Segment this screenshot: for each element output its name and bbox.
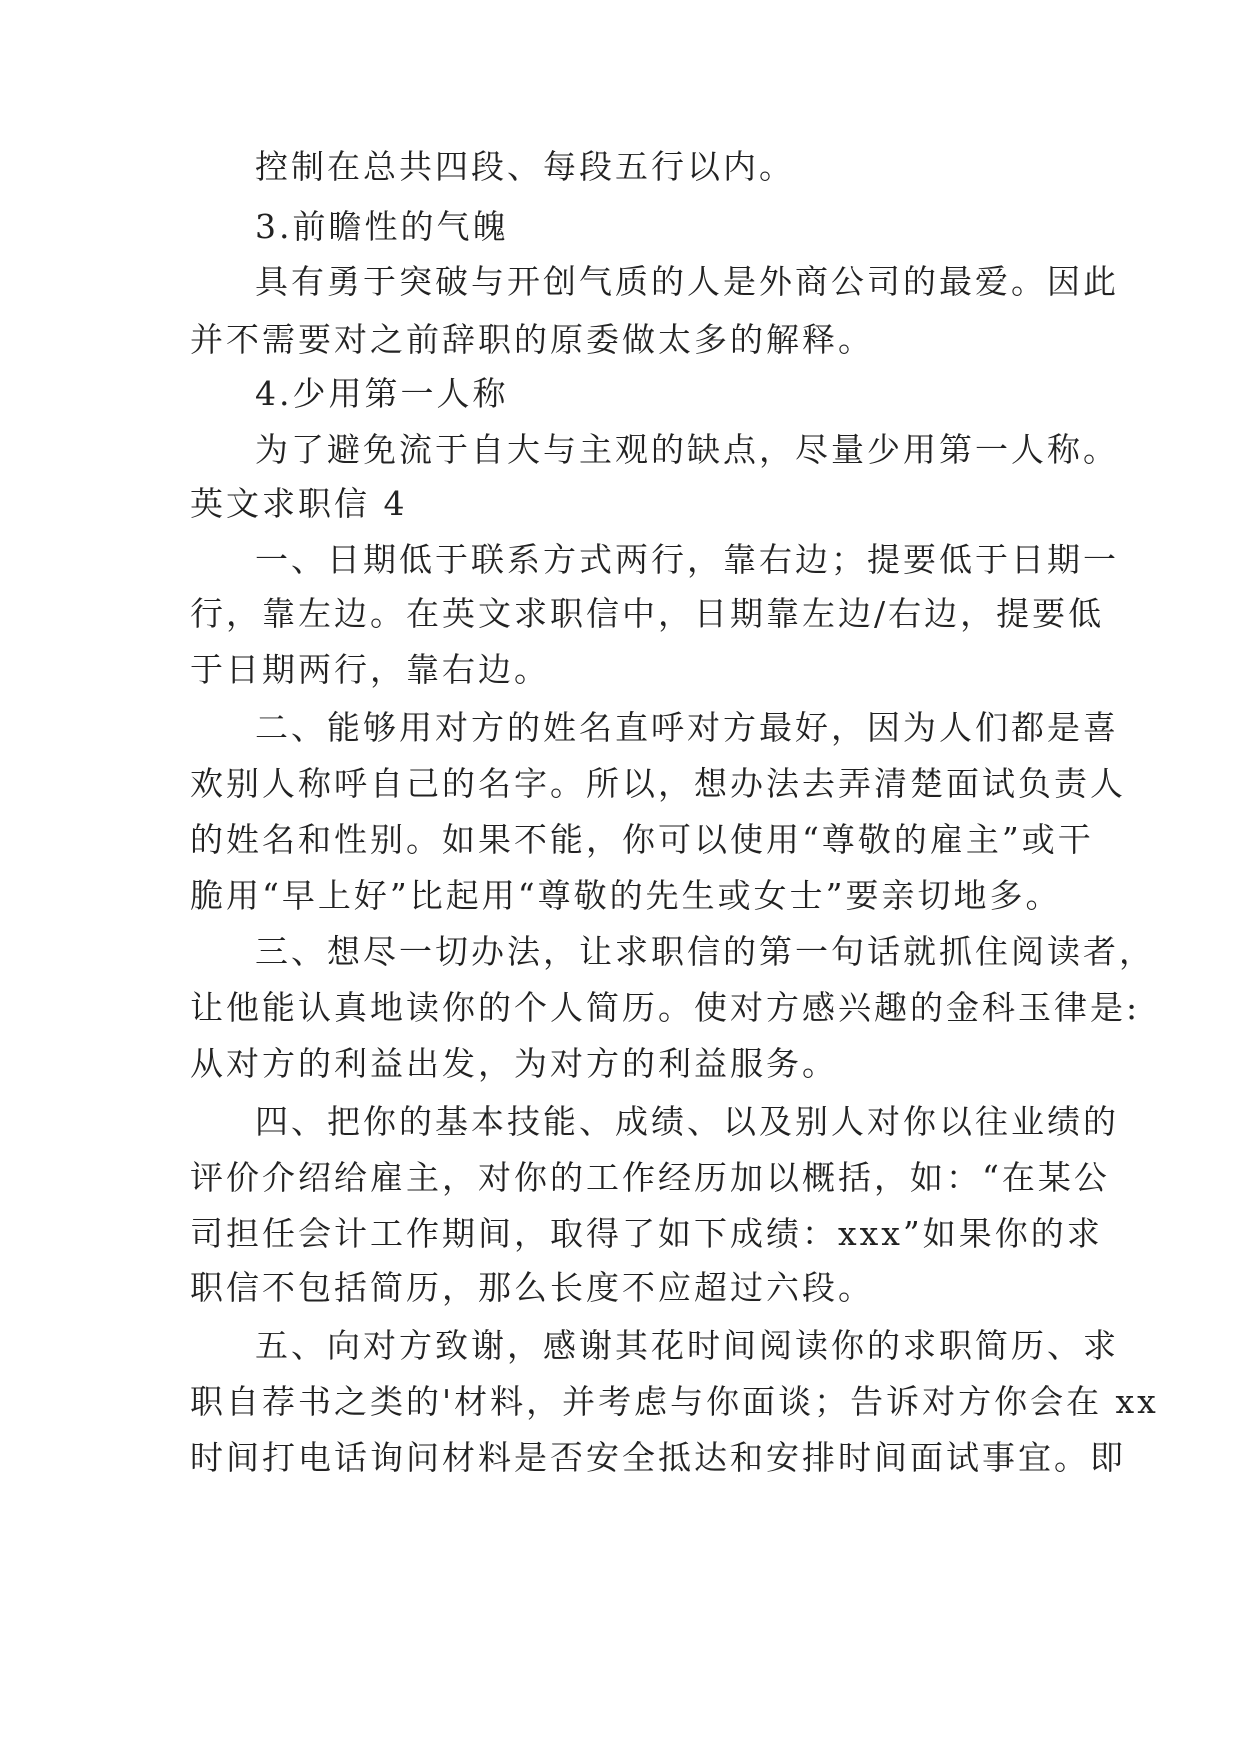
text-line: 二、能够用对方的姓名直呼对方最好，因为人们都是喜: [255, 708, 1119, 747]
text-line: 时间打电话询问材料是否安全抵达和安排时间面试事宜。即: [190, 1438, 1126, 1477]
document-title: 英文求职信 4: [190, 484, 408, 523]
text-line: 于日期两行，靠右边。: [190, 650, 550, 689]
text-line: 欢别人称呼自己的名字。所以，想办法去弄清楚面试负责人: [190, 764, 1126, 803]
text-line: 控制在总共四段、每段五行以内。: [255, 147, 795, 186]
text-line: 司担任会计工作期间，取得了如下成绩：xxx”如果你的求: [190, 1214, 1103, 1253]
text-line: 并不需要对之前辞职的原委做太多的解释。: [190, 320, 874, 359]
text-line: 为了避免流于自大与主观的缺点，尽量少用第一人称。: [255, 430, 1119, 469]
section-heading: 4.少用第一人称: [255, 374, 509, 413]
text-line: 四、把你的基本技能、成绩、以及别人对你以往业绩的: [255, 1102, 1119, 1141]
text-line: 职自荐书之类的'材料，并考虑与你面谈；告诉对方你会在 xx: [190, 1382, 1159, 1421]
text-line: 行，靠左边。在英文求职信中，日期靠左边/右边，提要低: [190, 594, 1105, 633]
text-line: 五、向对方致谢，感谢其花时间阅读你的求职简历、求: [255, 1326, 1119, 1365]
text-line: 三、想尽一切办法，让求职信的第一句话就抓住阅读者，: [255, 932, 1155, 971]
text-line: 从对方的利益出发，为对方的利益服务。: [190, 1044, 838, 1083]
text-line: 职信不包括简历，那么长度不应超过六段。: [190, 1268, 874, 1307]
text-line: 一、日期低于联系方式两行，靠右边；提要低于日期一: [255, 540, 1119, 579]
text-line: 的姓名和性别。如果不能，你可以使用“尊敬的雇主”或干: [190, 820, 1094, 859]
text-line: 具有勇于突破与开创气质的人是外商公司的最爱。因此: [255, 262, 1119, 301]
section-heading: 3.前瞻性的气魄: [255, 207, 509, 246]
text-line: 脆用“早上好”比起用“尊敬的先生或女士”要亲切地多。: [190, 876, 1062, 915]
text-line: 评价介绍给雇主，对你的工作经历加以概括，如：“在某公: [190, 1158, 1110, 1197]
text-line: 让他能认真地读你的个人简历。使对方感兴趣的金科玉律是:: [190, 988, 1141, 1027]
